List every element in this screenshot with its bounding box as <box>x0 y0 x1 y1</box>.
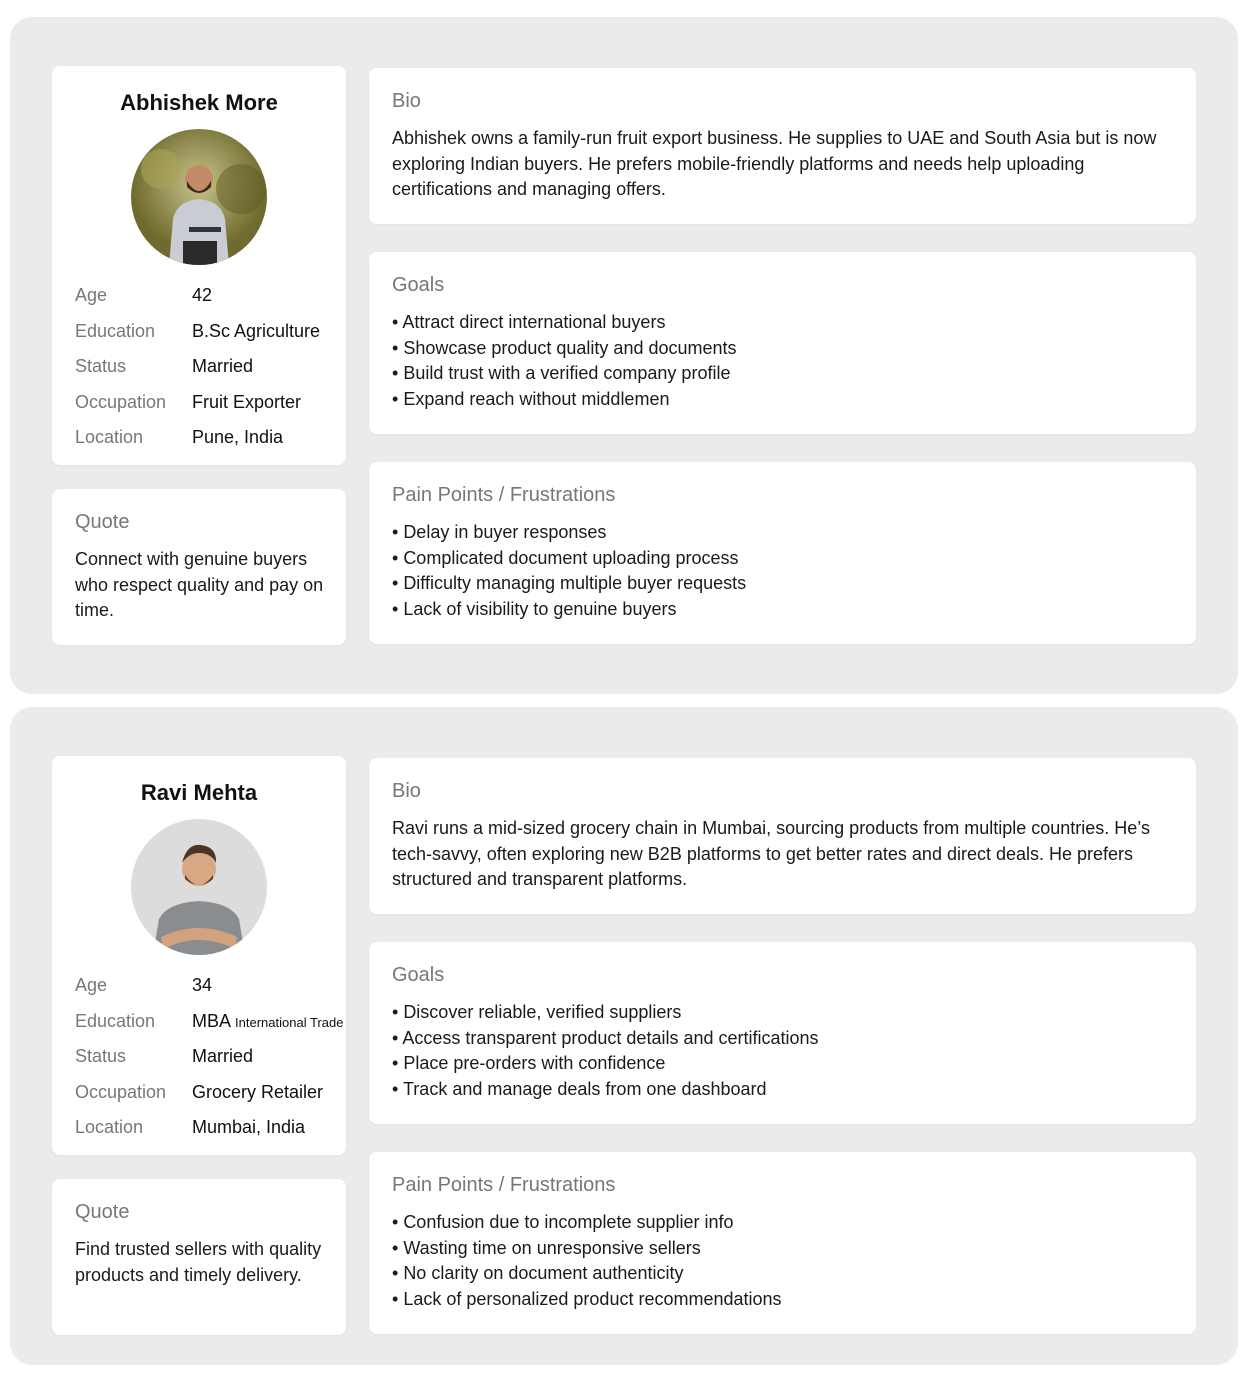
detail-value <box>192 1117 305 1138</box>
quote-text: Find trusted sellers with quality products and timely delivery. <box>75 1239 322 1285</box>
detail-value-text: Pune, India <box>192 427 284 448</box>
list-item: • No clarity on document authenticity <box>392 1261 1176 1287</box>
list-item: • Expand reach without middlemen <box>392 387 1176 413</box>
detail-label: Location <box>75 1117 144 1138</box>
detail-row <box>75 1110 346 1146</box>
detail-value-sub: International Trade <box>235 1014 344 1030</box>
detail-row <box>75 349 346 385</box>
detail-row <box>75 1039 346 1075</box>
detail-label: Occupation <box>75 391 167 412</box>
list-item: • Wasting time on unresponsive sellers <box>392 1236 1176 1262</box>
goals-list <box>392 1000 1176 1102</box>
detail-value <box>192 975 212 996</box>
detail-row <box>75 385 346 421</box>
persona-name: Abhishek More <box>120 90 278 115</box>
list-item: • Track and manage deals from one dashboard <box>392 1077 1176 1103</box>
detail-row <box>75 1004 346 1040</box>
detail-label: Age <box>75 975 108 996</box>
profile-card <box>52 66 346 465</box>
bio-text: Ravi runs a mid-sized grocery chain in Mumbai, sourcing products from multiple countries. He’s tech-savvy, often exploring new B2B platforms to get better rates and direct deals. He prefers structured and transparent platforms. <box>392 818 1150 889</box>
list-item: • Lack of visibility to genuine buyers <box>392 597 1176 623</box>
list-item: • Lack of personalized product recommendations <box>392 1287 1176 1313</box>
detail-label: Education <box>75 320 156 341</box>
avatar <box>131 129 267 265</box>
detail-value <box>192 392 301 413</box>
detail-row <box>75 968 346 1004</box>
list-item: • Showcase product quality and documents <box>392 336 1176 362</box>
detail-value-text: Fruit Exporter <box>192 391 302 412</box>
bio-card <box>369 758 1196 914</box>
pain-points-card <box>369 1152 1196 1334</box>
detail-value <box>192 1082 323 1103</box>
list-item: • Confusion due to incomplete supplier info <box>392 1210 1176 1236</box>
list-item: • Difficulty managing multiple buyer requests <box>392 571 1176 597</box>
goals-list <box>392 310 1176 412</box>
detail-label: Status <box>75 356 127 377</box>
goals-title: Goals <box>392 274 445 296</box>
detail-row <box>75 420 346 456</box>
persona-panel <box>10 707 1238 1365</box>
detail-value-text: Married <box>192 1046 254 1067</box>
goals-title: Goals <box>392 964 445 986</box>
detail-value <box>192 321 320 342</box>
avatar <box>131 819 267 955</box>
detail-row <box>75 314 346 350</box>
detail-value <box>192 285 212 306</box>
quote-card <box>52 1179 346 1335</box>
detail-value-text: Married <box>192 356 254 377</box>
detail-value <box>192 1011 343 1032</box>
detail-label: Status <box>75 1046 127 1067</box>
detail-value-text: 42 <box>192 285 213 306</box>
quote-text: Connect with genuine buyers who respect quality and pay on time. <box>75 549 324 620</box>
pain-points-card <box>369 462 1196 644</box>
persona-name: Ravi Mehta <box>140 780 258 805</box>
detail-row <box>75 278 346 314</box>
bio-text: Abhishek owns a family-run fruit export business. He supplies to UAE and South Asia but is now exploring Indian buyers. He prefers mobile-friendly platforms and needs help uploading certifications and managing offers. <box>392 128 1157 199</box>
detail-value-text: MBA <box>192 1010 231 1031</box>
pain-points-list <box>392 1210 1176 1312</box>
goals-card <box>369 942 1196 1124</box>
list-item: • Attract direct international buyers <box>392 310 1176 336</box>
pain-points-title: Pain Points / Frustrations <box>392 1174 616 1196</box>
profile-card <box>52 756 346 1155</box>
bio-title: Bio <box>392 90 421 112</box>
goals-card <box>369 252 1196 434</box>
details-list <box>75 968 346 1146</box>
list-item: • Access transparent product details and certifications <box>392 1026 1176 1052</box>
detail-value <box>192 427 283 448</box>
list-item: • Place pre-orders with confidence <box>392 1051 1176 1077</box>
quote-title: Quote <box>75 1201 130 1223</box>
detail-label: Occupation <box>75 1081 167 1102</box>
pain-points-title: Pain Points / Frustrations <box>392 484 616 506</box>
detail-label: Age <box>75 285 108 306</box>
quote-card <box>52 489 346 645</box>
list-item: • Discover reliable, verified suppliers <box>392 1000 1176 1026</box>
detail-value-text: 34 <box>192 975 213 996</box>
detail-row <box>75 1075 346 1111</box>
bio-title: Bio <box>392 780 421 802</box>
pain-points-list <box>392 520 1176 622</box>
bio-card <box>369 68 1196 224</box>
persona-panel <box>10 17 1238 694</box>
detail-label: Location <box>75 427 144 448</box>
list-item: • Complicated document uploading process <box>392 546 1176 572</box>
list-item: • Build trust with a verified company profile <box>392 361 1176 387</box>
list-item: • Delay in buyer responses <box>392 520 1176 546</box>
detail-value-text: B.Sc Agriculture <box>192 320 321 341</box>
detail-value-text: Mumbai, India <box>192 1117 306 1138</box>
detail-value <box>192 1046 253 1067</box>
quote-title: Quote <box>75 511 130 533</box>
detail-value-text: Grocery Retailer <box>192 1081 324 1102</box>
detail-value <box>192 356 253 377</box>
detail-label: Education <box>75 1010 156 1031</box>
details-list <box>75 278 346 456</box>
